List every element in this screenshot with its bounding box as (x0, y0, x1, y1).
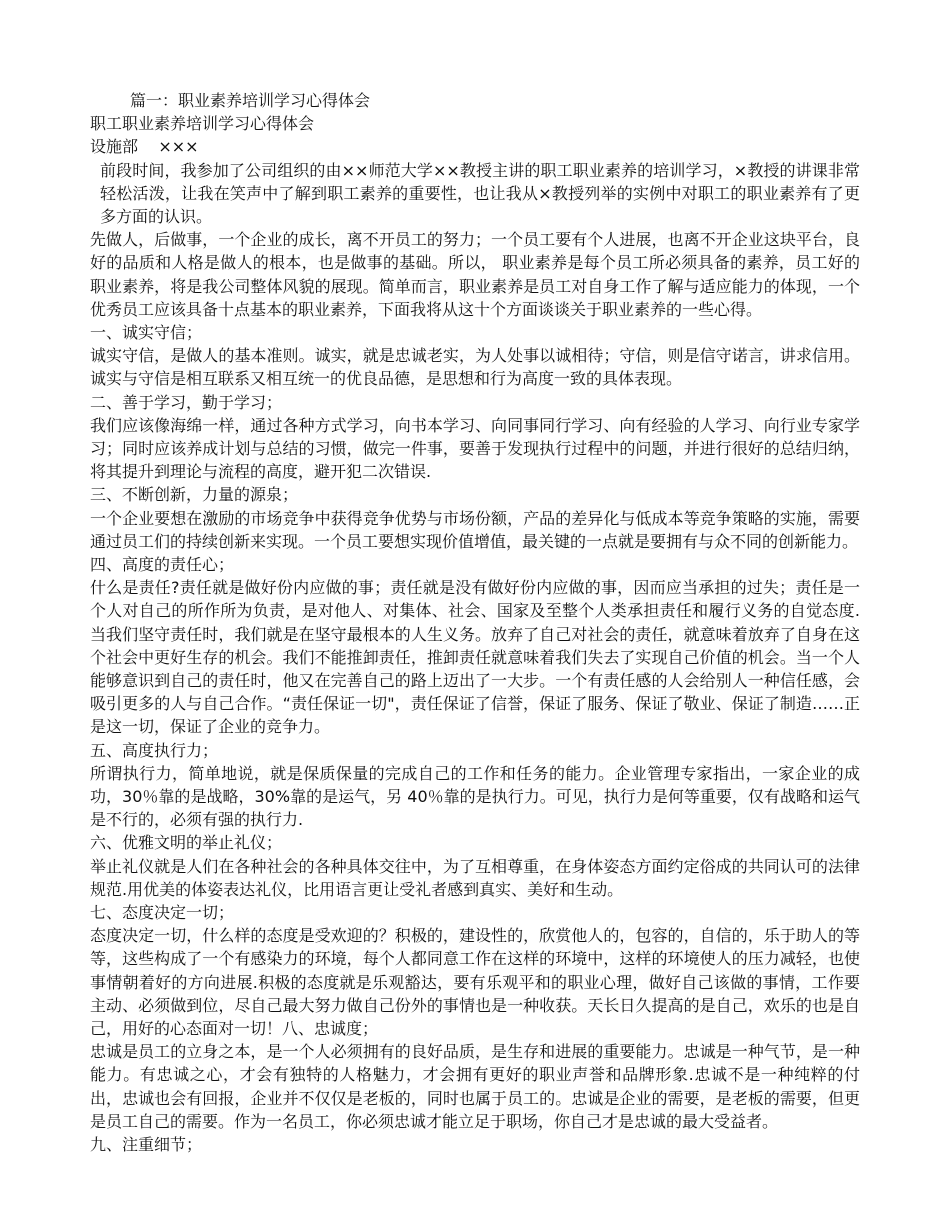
document-title: 职工职业素养培训学习心得体会 (90, 114, 315, 134)
section-body-6: 举止礼仪就是人们在各种社会的各种具体交往中，为了互相尊重，在身体姿态方面约定俗成的共同认可的法律规范.用优美的体姿表达礼仪，比用语言更让受礼者感到真实、美好和生动。 (90, 856, 860, 899)
section-heading-2: 二、善于学习，勤于学习； (90, 392, 283, 412)
section-title: 篇一：职业素养培训学习心得体会 (130, 91, 371, 110)
section-heading-4: 四、高度的责任心； (90, 554, 235, 574)
section-body-5: 所谓执行力，简单地说，就是保质保量的完成自己的工作和任务的能力。企业管理专家指出，一家企业的成功，30％靠的是战略，30%靠的是运气，另 40％靠的是执行力。可见，执行力是何等重要，仅有战略和运气是不行的，必须有强的执行力. (90, 763, 860, 830)
intro-paragraph: 前段时间，我参加了公司组织的由××师范大学××教授主讲的职工职业素养的培训学习，×教授的讲课非常轻松活泼，让我在笑声中了解到职工素养的重要性，也让我从×教授列举的实例中对职工的职业素养有了更多方面的认识。 (100, 160, 860, 226)
author-line: 设施部 ××× (90, 137, 199, 157)
section-body-2: 我们应该像海绵一样，通过各种方式学习，向书本学习、向同事同行学习、向有经验的人学习、向行业专家学习；同时应该养成计划与总结的习惯，做完一件事，要善于发现执行过程中的问题，并进行很好的总结归纳，将其提升到理论与流程的高度，避开犯二次错误. (90, 415, 860, 482)
section-heading-9: 九、注重细节； (90, 1134, 203, 1154)
section-heading-5: 五、高度执行力； (90, 740, 219, 760)
section-body-3: 一个企业要想在激励的市场竞争中获得竞争优势与市场份额，产品的差异化与低成本等竞争策略的实施，需要通过员工们的持续创新来实现。一个员工要想实现价值增值，最关键的一点就是要拥有与众不同的创新能力。 (90, 508, 860, 551)
document-content (90, 89, 860, 1156)
section-heading-7: 七、态度决定一切； (90, 902, 235, 922)
section-heading-1: 一、诚实守信； (90, 322, 203, 342)
section-body-7: 态度决定一切，什么样的态度是受欢迎的？积极的，建设性的，欣赏他人的，包容的，自信的，乐于助人的等等，这些构成了一个有感染力的环境，每个人都同意工作在这样的环境中，这样的环境使人的压力减轻，也使事情朝着好的方向进展.积极的态度就是乐观豁达，要有乐观平和的职业心理，做好自己该做的事情，工作要主动、必须做到位，尽自己最大努力做自己份外的事情也是一种收获。天长日久提高的是自己，欢乐的也是自己，用好的心态面对一切！八、忠诚度； (90, 926, 860, 1038)
section-body-1: 诚实守信，是做人的基本准则。诚实，就是忠诚老实，为人处事以诚相待；守信，则是信守诺言，讲求信用。诚实与守信是相互联系又相互统一的优良品德，是思想和行为高度一致的具体表现。 (90, 346, 860, 389)
section-body-8: 忠诚是员工的立身之本，是一个人必须拥有的良好品质，是生存和进展的重要能力。忠诚是一种气节，是一种能力。有忠诚之心，才会有独特的人格魅力，才会拥有更好的职业声誉和品牌形象.忠诚不是一种纯粹的付出，忠诚也会有回报，企业并不仅仅是老板的，同时也属于员工的。忠诚是企业的需要，是老板的需要，但更是员工自己的需要。作为一名员工，你必须忠诚才能立足于职场，你自己才是忠诚的最大受益者。 (90, 1042, 860, 1131)
overview-paragraph: 先做人，后做事，一个企业的成长，离不开员工的努力；一个员工要有个人进展，也离不开企业这块平台，良好的品质和人格是做人的根本，也是做事的基础。所以， 职业素养是每个员工所必须具备的素养，员工好的职业素养，将是我公司整体风貌的展现。简单而言，职业素养是员工对自身工作了解与适应能力的体现，一个优秀员工应该具备十点基本的职业素养，下面我将从这十个方面谈谈关于职业素养的一些心得。 (90, 230, 860, 319)
section-heading-6: 六、优雅文明的举止礼仪； (90, 833, 283, 853)
section-heading-3: 三、不断创新，力量的源泉； (90, 485, 299, 505)
section-body-4: 什么是责任?责任就是做好份内应做的事；责任就是没有做好份内应做的事，因而应当承担的过失；责任是一个人对自己的所作所为负责，是对他人、对集体、社会、国家及至整个人类承担责任和履行义务的自觉态度.当我们坚守责任时，我们就是在坚守最根本的人生义务。放弃了自己对社会的责任，就意味着放弃了自身在这个社会中更好生存的机会。我们不能推卸责任，推卸责任就意味着我们失去了实现自己价值的机会。当一个人能够意识到自己的责任时，他又在完善自己的路上迈出了一大步。一个有责任感的人会给别人一种信任感，会吸引更多的人与自己合作。“责任保证一切"，责任保证了信誉，保证了服务、保证了敬业、保证了制造……正是这一切，保证了企业的竞争力。 (90, 578, 860, 737)
